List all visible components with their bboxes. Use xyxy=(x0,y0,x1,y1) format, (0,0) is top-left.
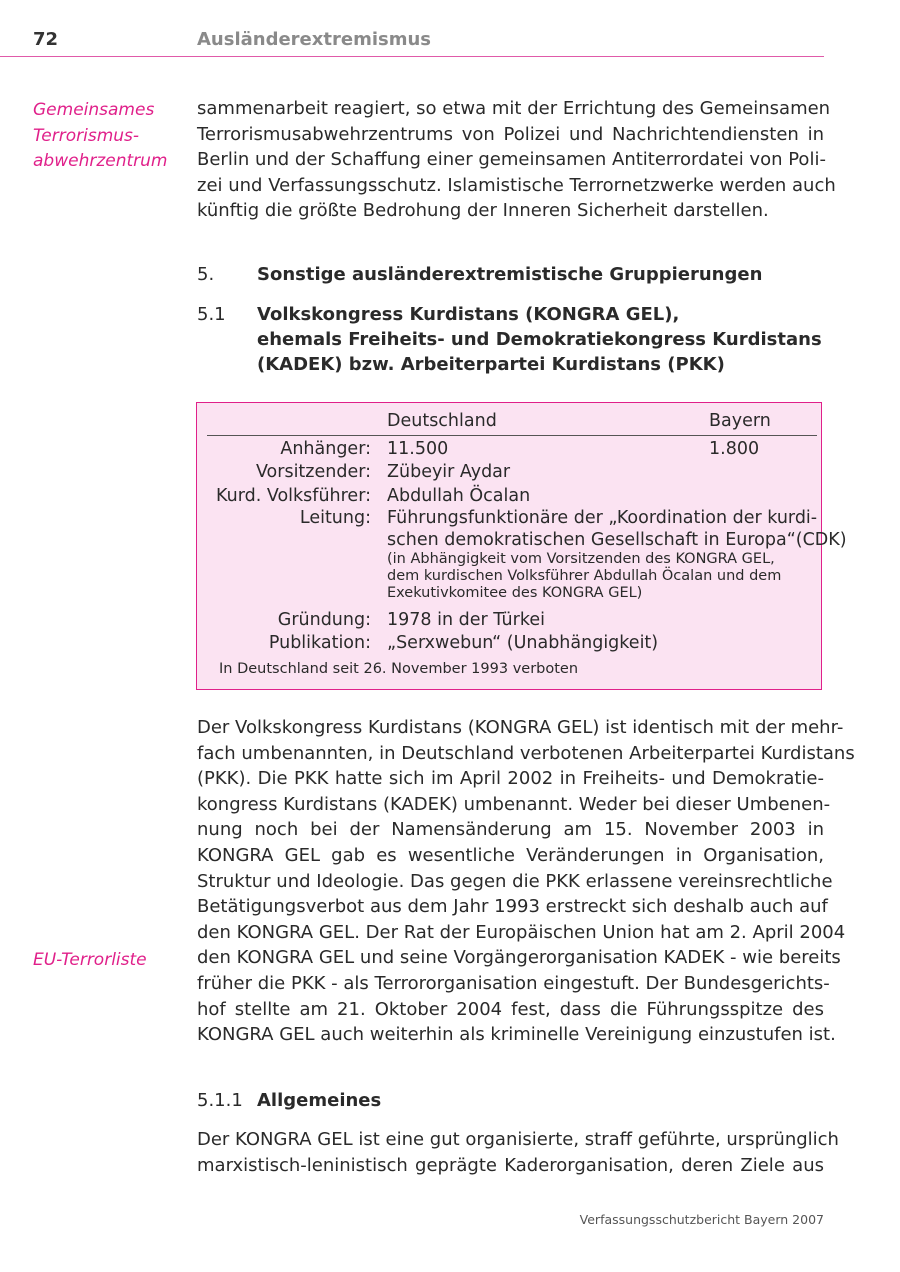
value-leitung-note xyxy=(387,551,781,602)
note-line: dem kurdischen Volksführer Abdullah Öcalan und dem xyxy=(387,568,782,584)
text-line: den KONGRA GEL und seine Vorgängerorganisation KADEK - wie bereits xyxy=(197,947,841,969)
running-header-title: Ausländerextremismus xyxy=(197,29,431,50)
label-publikation: Publikation: xyxy=(268,633,371,653)
text-line: Betätigungsverbot aus dem Jahr 1993 erstreckt sich deshalb auch auf xyxy=(197,896,828,918)
text-line: hof stellte am 21. Oktober 2004 fest, dass die Führungsspitze des xyxy=(197,998,824,1020)
heading-number: 5.1 xyxy=(197,304,226,325)
text-line: (PKK). Die PKK hatte sich im April 2002 in Freiheits- und Demokratie- xyxy=(197,768,824,790)
heading-text: Allgemeines xyxy=(257,1090,382,1111)
text-line: sammenarbeit reagiert, so etwa mit der Errichtung des Gemeinsamen xyxy=(197,98,831,119)
margin-note-terrorismusabwehrzentrum xyxy=(33,98,167,175)
text-line: Struktur und Ideologie. Das gegen die PKK erlassene vereinsrechtliche xyxy=(197,870,833,892)
text-line: künftig die größte Bedrohung der Inneren Sicherheit darstellen. xyxy=(197,200,769,222)
margin-note-line: Gemeinsames xyxy=(33,100,155,120)
paragraph-kongra-gel xyxy=(197,715,855,1048)
header-rule xyxy=(0,56,824,57)
margin-note-line: abwehrzentrum xyxy=(33,151,168,171)
value-leitung xyxy=(387,507,847,551)
page-footer: Verfassungsschutzbericht Bayern 2007 xyxy=(579,1212,824,1227)
column-header-deutschland: Deutschland xyxy=(387,411,497,431)
value-publikation: „Serxwebun“ (Unabhängigkeit) xyxy=(387,633,659,653)
heading-line: (KADEK) bzw. Arbeiterpartei Kurdistans (PKK) xyxy=(257,354,725,375)
margin-note-eu-terrorliste xyxy=(33,948,147,974)
text-line: Der Volkskongress Kurdistans (KONGRA GEL) ist identisch mit der mehr- xyxy=(197,717,844,738)
text-line: KONGRA GEL gab es wesentliche Veränderungen in Organisation, xyxy=(197,844,824,866)
ban-note: In Deutschland seit 26. November 1993 verboten xyxy=(219,661,579,677)
text-line: marxistisch-leninistisch geprägte Kaderorganisation, deren Ziele aus xyxy=(197,1154,824,1176)
margin-note-line: EU-Terrorliste xyxy=(33,950,147,970)
value-volksfuehrer: Abdullah Öcalan xyxy=(387,486,531,506)
label-anhaenger: Anhänger: xyxy=(280,439,371,459)
text-line: kongress Kurdistans (KADEK) umbenannt. Weder bei dieser Umbenen- xyxy=(197,793,831,815)
heading-text: Sonstige ausländerextremistische Gruppierungen xyxy=(257,264,763,285)
margin-note-line: Terrorismus- xyxy=(33,125,140,146)
heading-line: Volkskongress Kurdistans (KONGRA GEL), xyxy=(257,304,680,325)
label-vorsitzender: Vorsitzender: xyxy=(255,462,371,482)
text-line: KONGRA GEL auch weiterhin als kriminelle Vereinigung einzustufen ist. xyxy=(197,1024,836,1046)
note-line: (in Abhängigkeit vom Vorsitzenden des KONGRA GEL, xyxy=(387,551,775,567)
text-line: früher die PKK - als Terrororganisation eingestuft. Der Bundesgerichts- xyxy=(197,972,830,994)
value-line: schen demokratischen Gesellschaft in Europa“(CDK) xyxy=(387,530,847,550)
value-gruendung: 1978 in der Türkei xyxy=(387,610,545,630)
organization-info-box xyxy=(196,402,847,690)
text-line: den KONGRA GEL. Der Rat der Europäischen Union hat am 2. April 2004 xyxy=(197,921,846,943)
text-line: nung noch bei der Namensänderung am 15. November 2003 in xyxy=(197,819,824,841)
note-line: Exekutivkomitee des KONGRA GEL) xyxy=(387,585,643,601)
label-leitung: Leitung: xyxy=(299,508,371,528)
paragraph-allgemeines xyxy=(197,1127,839,1178)
value-anhaenger-deutschland: 11.500 xyxy=(387,439,449,459)
value-anhaenger-bayern: 1.800 xyxy=(709,439,760,459)
value-line: Führungsfunktionäre der „Koordination der kurdi- xyxy=(387,508,818,528)
page-number: 72 xyxy=(33,29,59,50)
text-line: Der KONGRA GEL ist eine gut organisierte, straff geführte, ursprünglich xyxy=(197,1129,839,1150)
heading-number: 5.1.1 xyxy=(197,1090,243,1111)
heading-number: 5. xyxy=(197,264,215,285)
label-gruendung: Gründung: xyxy=(277,610,371,630)
column-header-bayern: Bayern xyxy=(709,411,771,431)
table-header-rule xyxy=(207,435,817,436)
text-line: fach umbenannten, in Deutschland verbotenen Arbeiterpartei Kurdistans xyxy=(197,742,855,764)
text-line: Berlin und der Schaffung einer gemeinsamen Antiterrordatei von Poli- xyxy=(197,149,826,171)
text-line: zei und Verfassungsschutz. Islamistische Terrornetzwerke werden auch xyxy=(197,174,836,196)
value-vorsitzender: Zübeyir Aydar xyxy=(387,462,511,482)
paragraph-intro xyxy=(197,96,836,224)
heading-line: ehemals Freiheits- und Demokratiekongress Kurdistans xyxy=(257,329,822,350)
text-line: Terrorismusabwehrzentrums von Polizei und Nachrichtendiensten in xyxy=(197,123,824,145)
heading-text xyxy=(257,302,822,377)
label-volksfuehrer: Kurd. Volksführer: xyxy=(216,486,371,506)
